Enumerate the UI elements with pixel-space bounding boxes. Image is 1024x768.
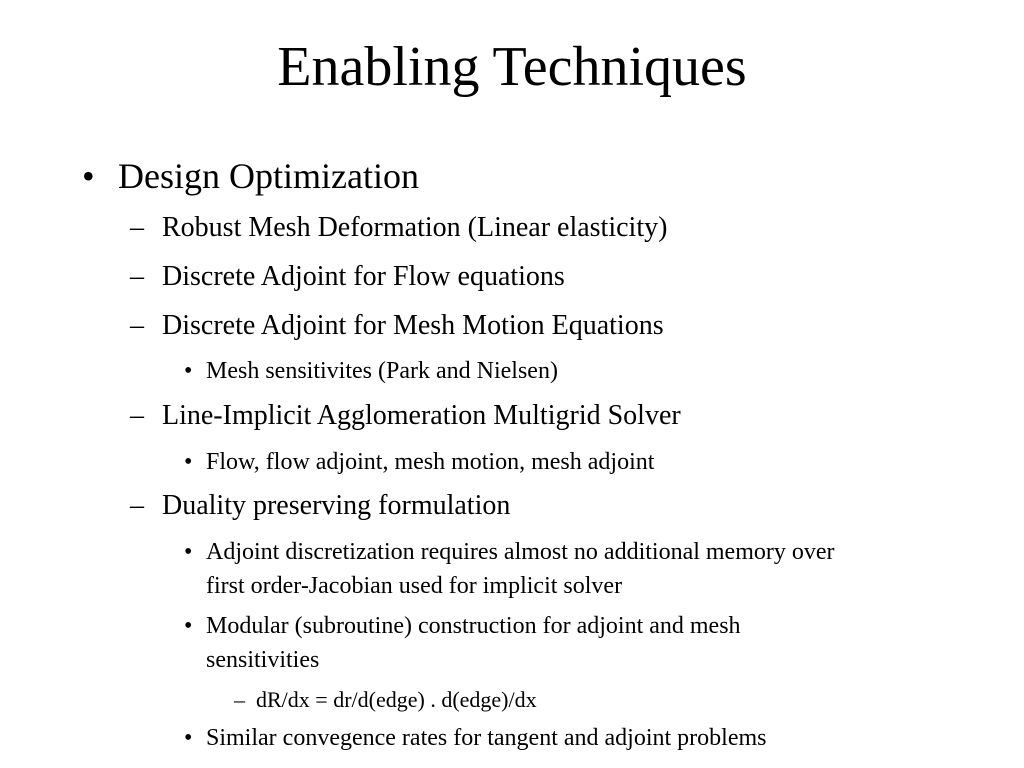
sub-sub-bullet-text: Flow, flow adjoint, mesh motion, mesh adjoint	[206, 449, 655, 475]
dash-marker: –	[130, 310, 144, 341]
bullet-marker: •	[184, 539, 193, 565]
sub-bullet-text: Duality preserving formulation	[162, 490, 511, 521]
bullet-text: Design Optimization	[118, 156, 419, 196]
sub-sub-bullet-text-line-1: Adjoint discretization requires almost no additional memory over	[206, 539, 835, 565]
sub-bullet-text: Discrete Adjoint for Mesh Motion Equations	[162, 310, 664, 341]
bullet-marker: •	[184, 725, 193, 751]
sub-sub-bullet-text: Similar convegence rates for tangent and adjoint problems	[206, 725, 767, 751]
dash-marker: –	[130, 490, 144, 521]
sub-sub-bullet-text-line-2: sensitivities	[206, 647, 320, 673]
bullet-marker: •	[82, 156, 95, 196]
dash-marker: –	[130, 400, 144, 431]
sub-bullet-text: Discrete Adjoint for Flow equations	[162, 261, 565, 292]
formula-text: dR/dx = dr/d(edge) . d(edge)/dx	[256, 687, 537, 712]
sub-bullet-text: Line-Implicit Agglomeration Multigrid Solver	[162, 400, 681, 431]
sub-sub-bullet-text: Mesh sensitivites (Park and Nielsen)	[206, 358, 558, 384]
sub-bullet-text: Robust Mesh Deformation (Linear elasticity)	[162, 212, 668, 243]
slide-title: Enabling Techniques	[277, 36, 747, 98]
bullet-marker: •	[184, 358, 193, 384]
sub-sub-bullet-text-line-2: first order-Jacobian used for implicit solver	[206, 573, 623, 599]
sub-sub-bullet-text-line-1: Modular (subroutine) construction for adjoint and mesh	[206, 613, 741, 639]
bullet-marker: •	[184, 613, 193, 639]
bullet-marker: •	[184, 449, 193, 475]
dash-marker: –	[234, 687, 245, 712]
dash-marker: –	[130, 212, 144, 243]
dash-marker: –	[130, 261, 144, 292]
